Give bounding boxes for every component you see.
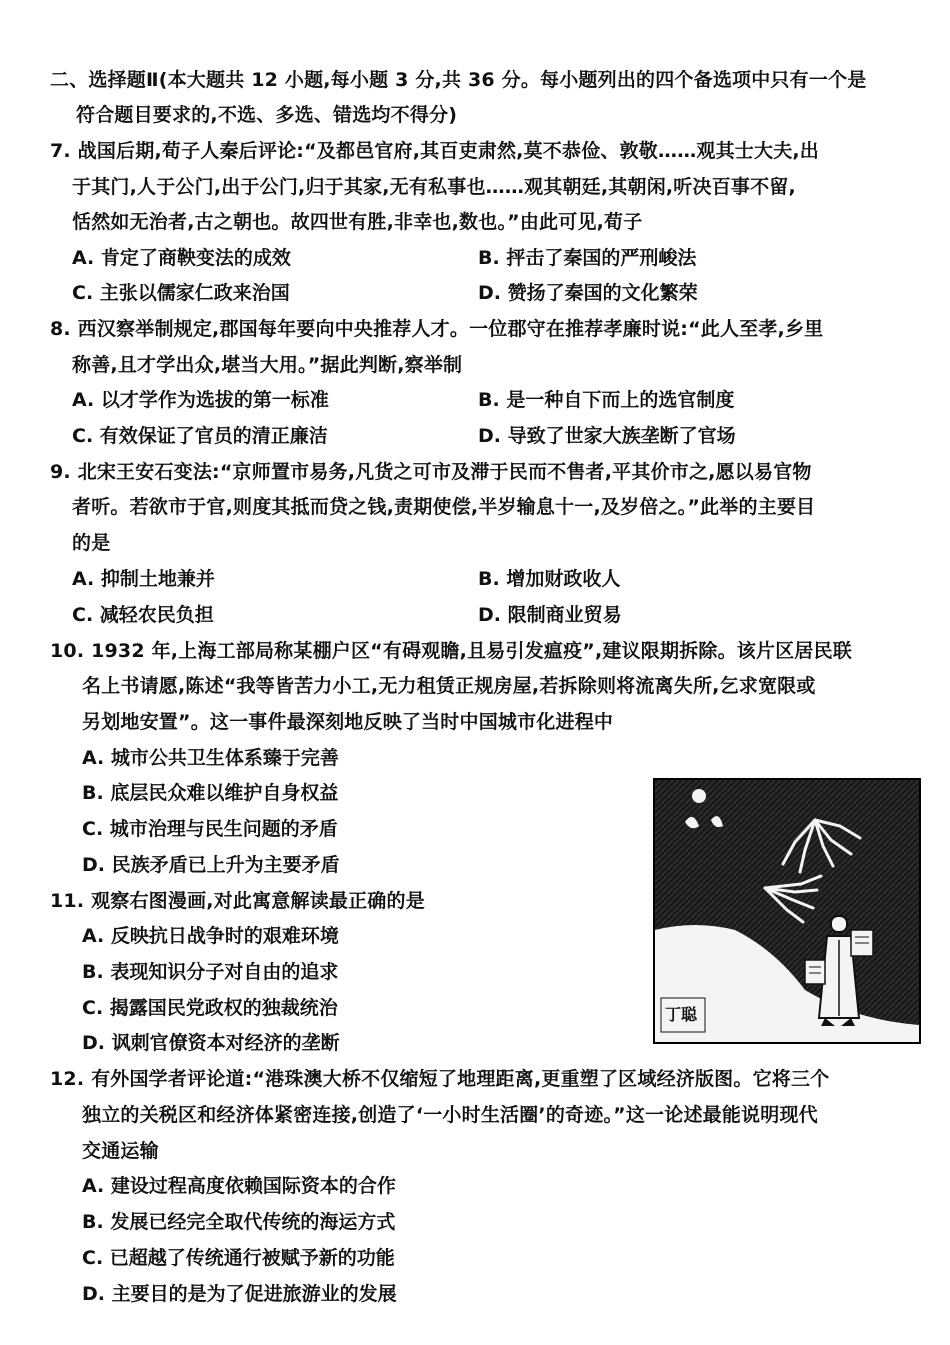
q7-option-d: D. 赞扬了秦国的文化繁荣 — [478, 282, 698, 304]
q11-option-b: B. 表现知识分子对自由的追求 — [82, 961, 339, 983]
q11-option-c: C. 揭露国民党政权的独裁统治 — [82, 997, 338, 1019]
q7-option-a: A. 肯定了商鞅变法的成效 — [72, 247, 291, 269]
q7-stem-line2: 于其门,人于公门,出于公门,归于其家,无有私事也……观其朝廷,其朝闲,听决百事不留, — [72, 176, 796, 198]
q10-option-d: D. 民族矛盾已上升为主要矛盾 — [82, 854, 340, 876]
q7-option-b: B. 抨击了秦国的严刑峻法 — [478, 247, 697, 269]
q10-option-b: B. 底层民众难以维护自身权益 — [82, 782, 339, 804]
q8-stem-line1: 8. 西汉察举制规定,郡国每年要向中央推荐人才。一位郡守在推荐孝廉时说:“此人至孝,乡里 — [50, 318, 824, 340]
q10-stem-line2: 名上书请愿,陈述“我等皆苦力小工,无力租赁正规房屋,若拆除则将流离失所,乞求宽限或 — [82, 675, 816, 697]
q8-option-a: A. 以才学作为选拔的第一标准 — [72, 389, 329, 411]
q10-option-a: A. 城市公共卫生体系臻于完善 — [82, 747, 339, 769]
q12-stem-line3: 交通运输 — [82, 1140, 159, 1162]
q9-option-c: C. 减轻农民负担 — [72, 604, 214, 626]
q12-stem-line1: 12. 有外国学者评论道:“港珠澳大桥不仅缩短了地理距离,更重塑了区域经济版图。它将三个 — [50, 1068, 830, 1090]
cartoon-signature: 丁聪 — [665, 1005, 698, 1024]
cartoon-drawing — [655, 780, 919, 1042]
q8-stem-line2: 称善,且才学出众,堪当大用。”据此判断,察举制 — [72, 354, 463, 376]
q12-option-c: C. 已超越了传统通行被赋予新的功能 — [82, 1247, 395, 1269]
artist-signature-icon — [661, 998, 705, 1032]
q9-stem-line3: 的是 — [72, 532, 111, 554]
star-icon — [692, 789, 706, 803]
q7-stem-line1: 7. 战国后期,荀子人秦后评论:“及都邑官府,其百吏肃然,莫不恭俭、敦敬……观其士大夫,出 — [50, 140, 820, 162]
q9-option-b: B. 增加财政收人 — [478, 568, 621, 590]
q9-option-d: D. 限制商业贸易 — [478, 604, 622, 626]
q12-option-d: D. 主要目的是为了促进旅游业的发展 — [82, 1283, 397, 1305]
q12-option-b: B. 发展已经完全取代传统的海运方式 — [82, 1211, 396, 1233]
q7-stem-line3: 恬然如无治者,古之朝也。故四世有胜,非幸也,数也。”由此可见,荀子 — [72, 211, 643, 233]
section-title-line2: 符合题目要求的,不选、多选、错选均不得分) — [76, 104, 458, 126]
q10-option-c: C. 城市治理与民生问题的矛盾 — [82, 818, 338, 840]
q8-option-c: C. 有效保证了官员的清正廉洁 — [72, 425, 328, 447]
q9-stem-line1: 9. 北宋王安石变法:“京师置市易务,凡货之可市及滞于民而不售者,平其价市之,愿以易官物 — [50, 461, 812, 483]
q11-option-d: D. 讽刺官僚资本对经济的垄断 — [82, 1032, 340, 1054]
section-title-line1: 二、选择题Ⅱ(本大题共 12 小题,每小题 3 分,共 36 分。每小题列出的四个备选项中只有一个是 — [50, 69, 867, 91]
q8-option-b: B. 是一种自下而上的选官制度 — [478, 389, 735, 411]
q7-option-c: C. 主张以儒家仁政来治国 — [72, 282, 290, 304]
q8-option-d: D. 导致了世家大族垄断了官场 — [478, 425, 736, 447]
q10-stem-line1: 10. 1932 年,上海工部局称某棚户区“有碍观瞻,且易引发瘟疫”,建议限期拆除。该片区居民联 — [50, 640, 852, 662]
q9-option-a: A. 抑制土地兼并 — [72, 568, 215, 590]
q11-option-a: A. 反映抗日战争时的艰难环境 — [82, 925, 339, 947]
q9-stem-line2: 者听。若欲市于官,则度其抵而贷之钱,责期使偿,半岁输息十一,及岁倍之。”此举的主要目 — [72, 496, 816, 518]
q11-stem-line1: 11. 观察右图漫画,对此寓意解读最正确的是 — [50, 890, 425, 912]
q12-option-a: A. 建设过程高度依赖国际资本的合作 — [82, 1175, 396, 1197]
cartoon-illustration — [653, 778, 921, 1044]
q12-stem-line2: 独立的关税区和经济体紧密连接,创造了‘一小时生活圈’的奇迹。”这一论述最能说明现代 — [82, 1104, 818, 1126]
q10-stem-line3: 另划地安置”。这一事件最深刻地反映了当时中国城市化进程中 — [82, 711, 614, 733]
